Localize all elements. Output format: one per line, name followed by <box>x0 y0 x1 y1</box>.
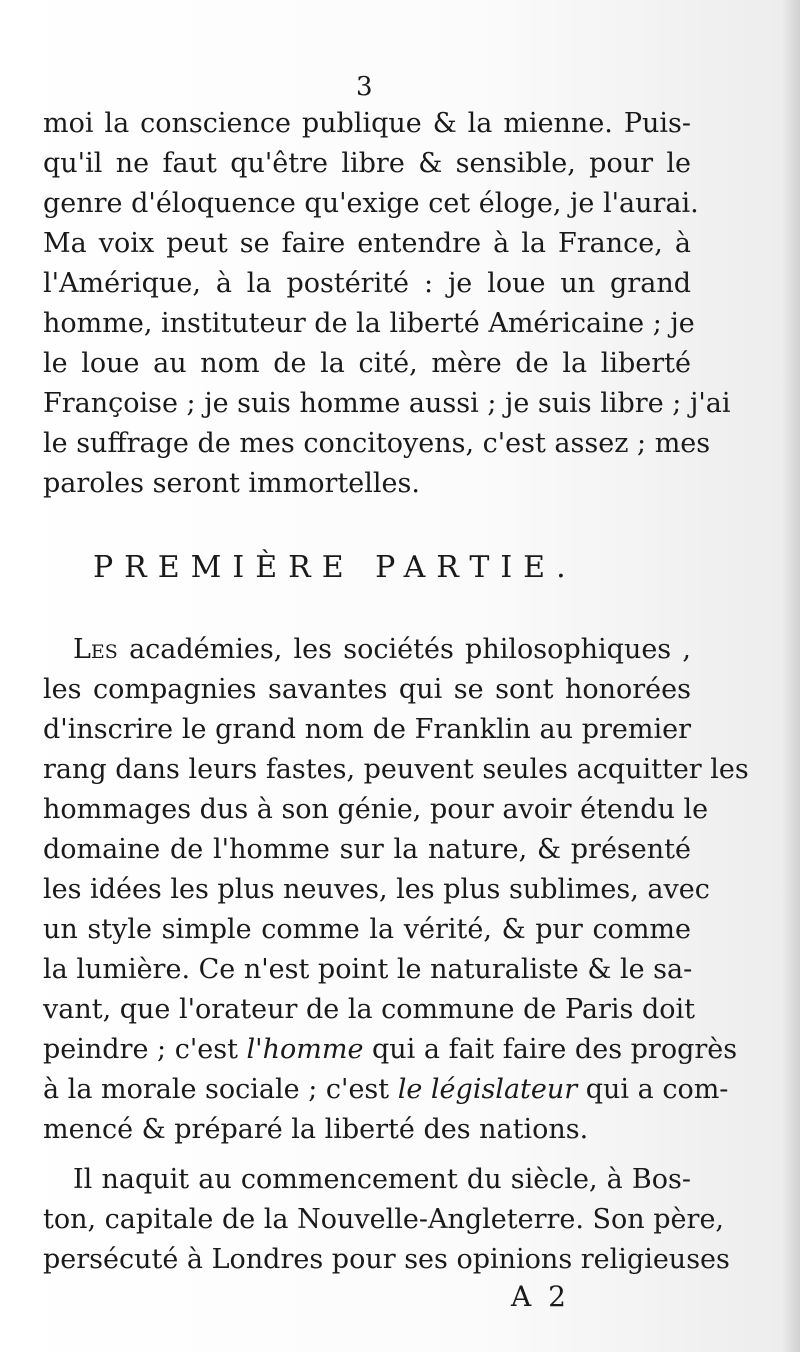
text-span: à la morale sociale ; c'est <box>43 1074 398 1105</box>
text-line: moi la conscience publique & la mienne. Puis- <box>43 108 691 139</box>
text-line: d'inscrire le grand nom de Franklin au premier <box>43 714 691 745</box>
text-line: Ma voix peut se faire entendre à la France, à <box>43 228 691 259</box>
first-line-text: académies, les sociétés philosophiques , <box>117 634 691 665</box>
text-line: vant, que l'orateur de la commune de Paris doit <box>43 994 695 1025</box>
text-line: ton, capitale de la Nouvelle-Angleterre. Son père, <box>43 1204 724 1235</box>
text-span: qui a fait faire des progrès <box>363 1034 738 1065</box>
drop-word: Les <box>73 634 118 665</box>
text-line: homme, instituteur de la liberté Américaine ; je <box>43 308 695 339</box>
text-line: Il naquit au commencement du siècle, à Bos- <box>73 1164 691 1195</box>
text-line: hommages dus à son génie, pour avoir étendu le <box>43 794 709 825</box>
text-line <box>43 1070 729 1110</box>
text-line: l'Amérique, à la postérité : je loue un grand <box>43 268 691 299</box>
text-line: persécuté à Londres pour ses opinions religieuses <box>43 1244 730 1275</box>
page-edge-shadow <box>782 0 800 1352</box>
text-line: le loue au nom de la cité, mère de la liberté <box>43 348 691 379</box>
page-number: 3 <box>356 72 373 102</box>
text-span: peindre ; c'est <box>43 1034 247 1065</box>
signature-mark: A 2 <box>511 1280 570 1313</box>
section-heading: PREMIÈRE PARTIE. <box>93 550 577 585</box>
text-line: mencé & préparé la liberté des nations. <box>43 1114 589 1145</box>
paragraph-1 <box>43 630 749 1150</box>
text-line: rang dans leurs fastes, peuvent seules acquitter les <box>43 754 749 785</box>
text-line <box>43 630 691 670</box>
text-span: qui a com- <box>577 1074 729 1105</box>
italic-term: l'homme <box>246 1034 364 1065</box>
text-line: le suffrage de mes concitoyens, c'est assez ; mes <box>43 428 711 459</box>
text-line <box>43 1030 738 1070</box>
text-line: les compagnies savantes qui se sont honorées <box>43 674 691 705</box>
text-line: Françoise ; je suis homme aussi ; je suis libre ; j'ai <box>43 388 731 419</box>
paragraph-2 <box>43 1160 730 1280</box>
text-line: paroles seront immortelles. <box>43 468 420 499</box>
text-line: qu'il ne faut qu'être libre & sensible, pour le <box>43 148 691 179</box>
text-line: la lumière. Ce n'est point le naturaliste & le sa- <box>43 954 693 985</box>
text-line: domaine de l'homme sur la nature, & présenté <box>43 834 691 865</box>
text-line: genre d'éloquence qu'exige cet éloge, je l'aurai. <box>43 188 699 219</box>
text-line: un style simple comme la vérité, & pur comme <box>43 914 691 945</box>
intro-paragraph <box>43 104 731 504</box>
text-line: les idées les plus neuves, les plus sublimes, avec <box>43 874 710 905</box>
italic-term: le législateur <box>397 1074 578 1105</box>
